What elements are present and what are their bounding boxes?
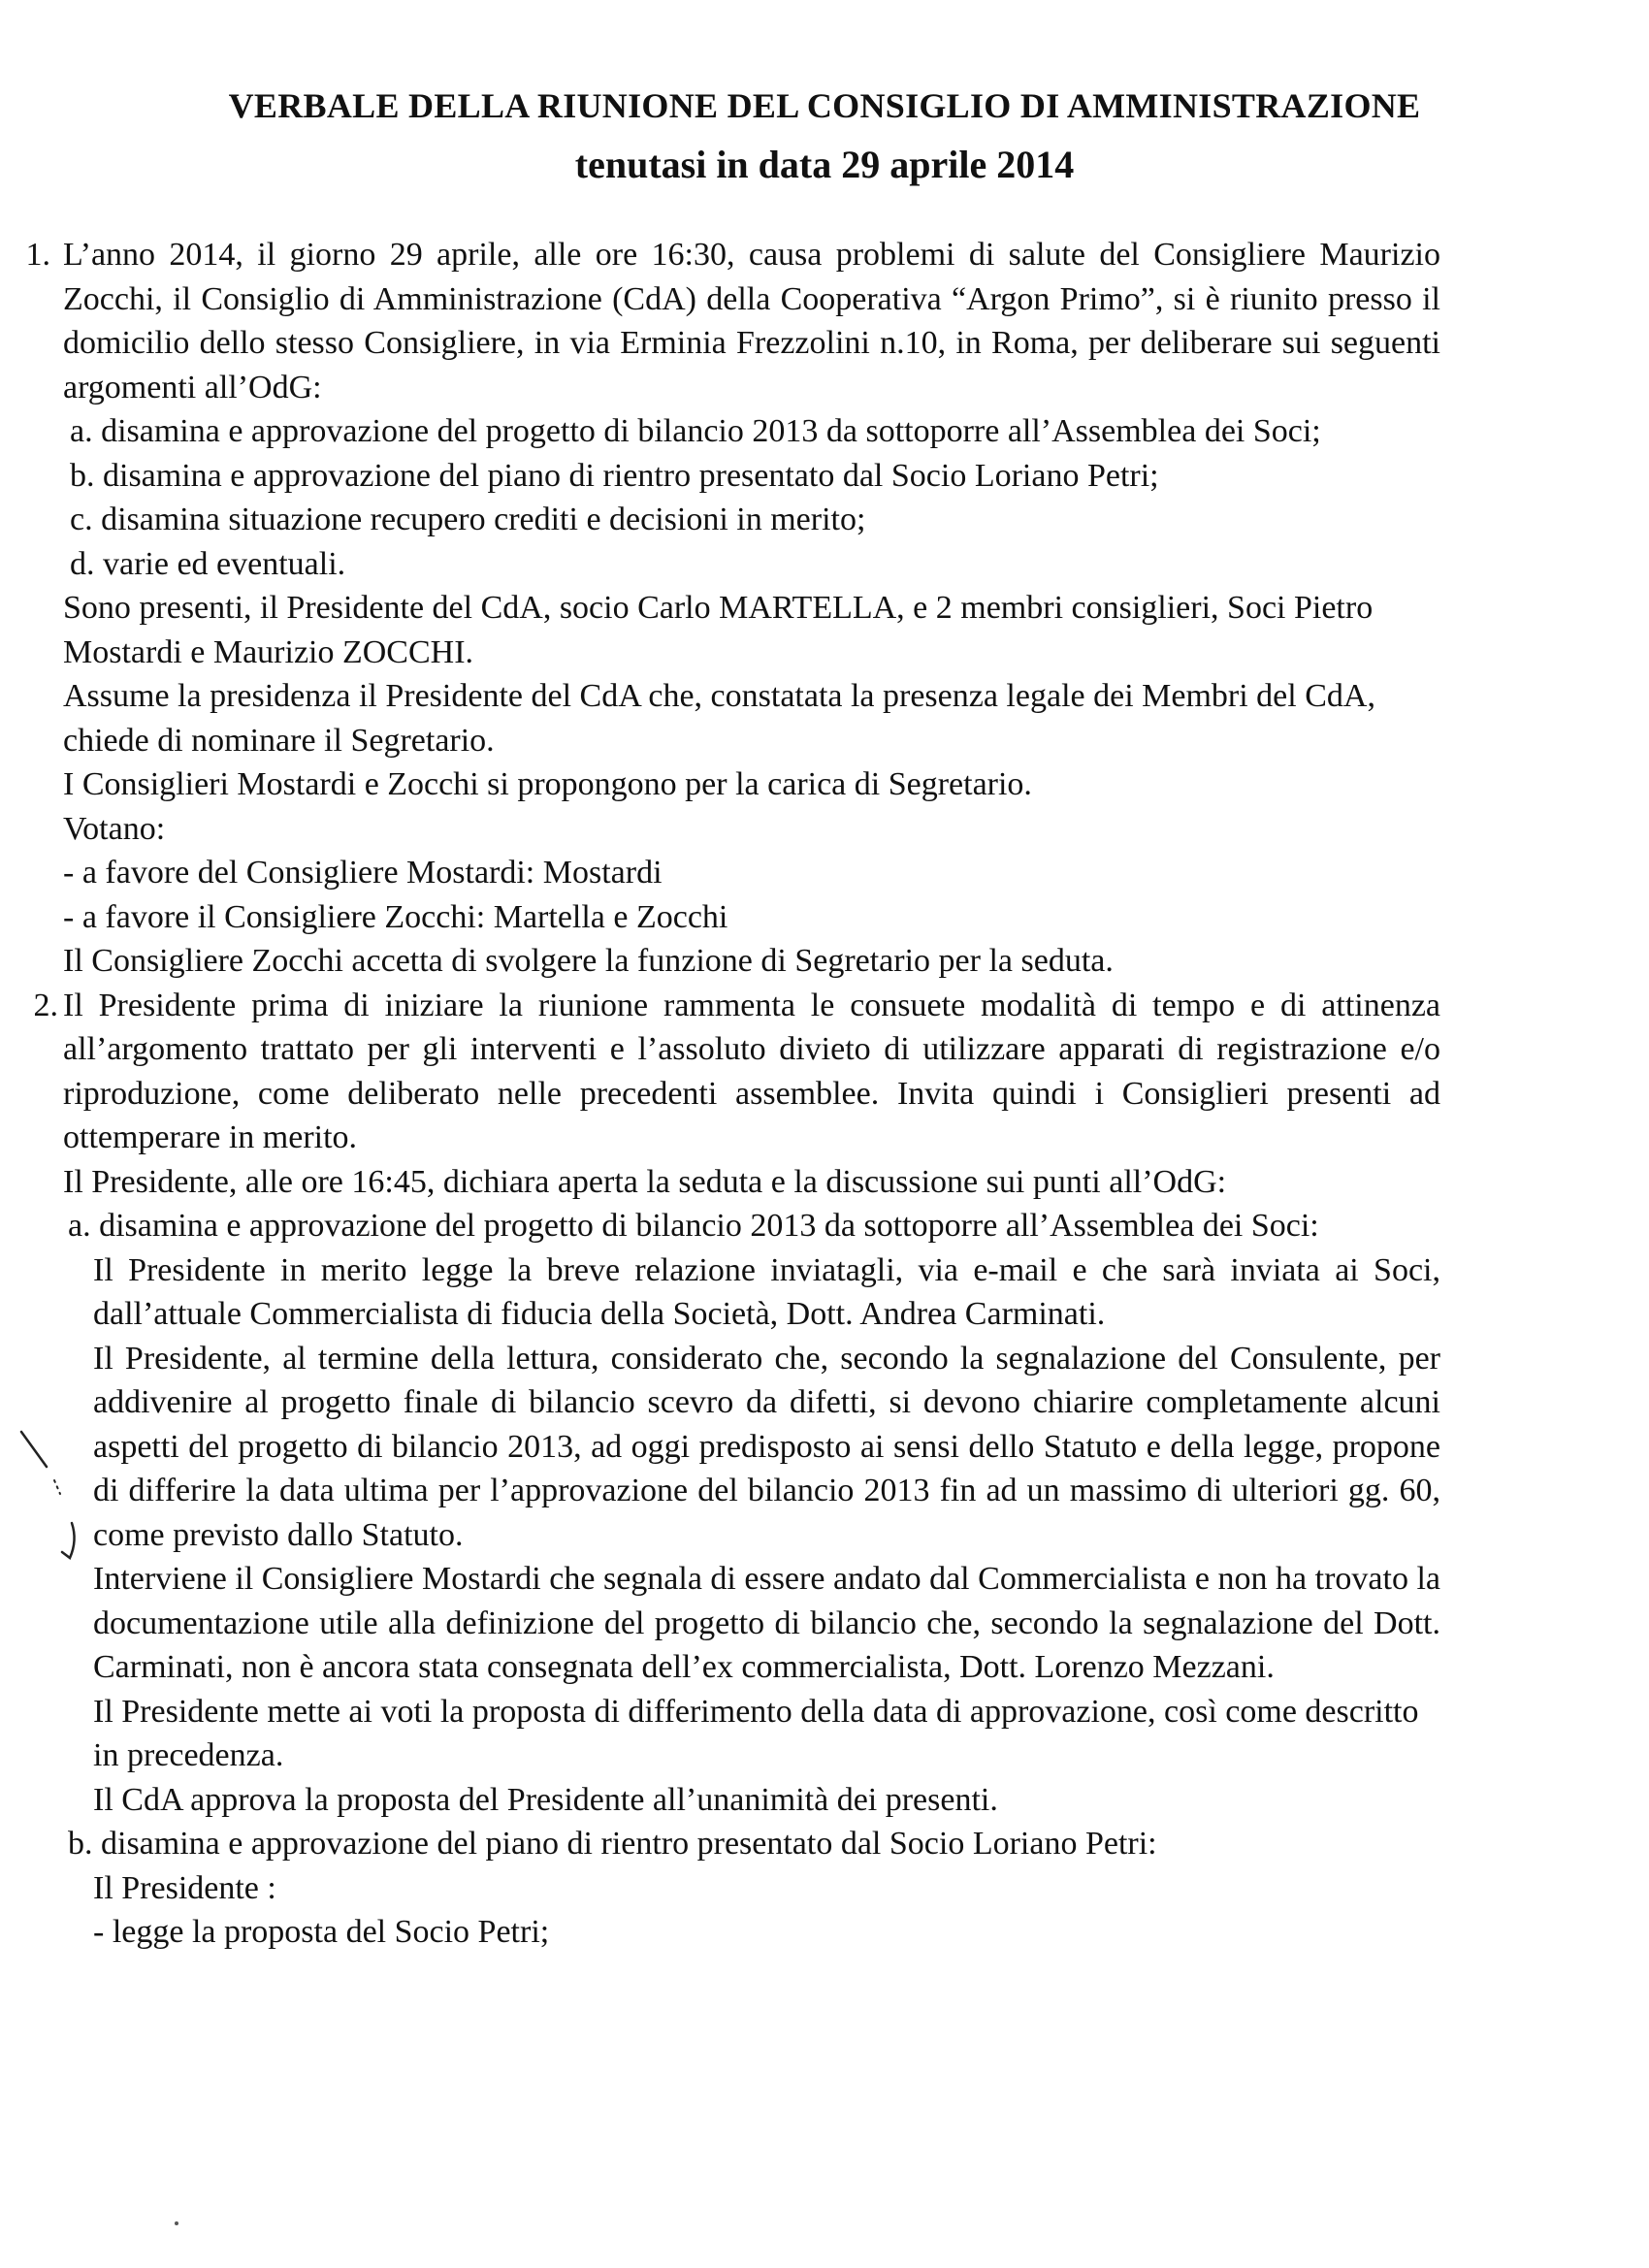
agenda-item-a: a. disamina e approvazione del progetto di bilancio 2013 da sottoporre all’Assemblea dei Soci;	[70, 413, 1321, 449]
section-number: 1.	[25, 237, 50, 273]
item-b-line: - legge la proposta del Socio Petri;	[93, 1914, 550, 1950]
candidates-paragraph: I Consiglieri Mostardi e Zocchi si propongono per la carica di Segretario.	[63, 766, 1032, 802]
vote-line: - a favore del Consigliere Mostardi: Mostardi	[63, 855, 663, 891]
discussion-item-a-title: a. disamina e approvazione del progetto di bilancio 2013 da sottoporre all’Assemblea dei Soci:	[68, 1208, 1319, 1244]
section-1-intro: L’anno 2014, il giorno 29 aprile, alle ore 16:30, causa problemi di salute del Consigliere Maurizio Zocchi, il Consiglio di Amministrazione (CdA) della Cooperativa “Argon Primo”, si è riunito presso il domicilio dello stesso Consigliere, in via Erminia Frezzolini n.10, in Roma, per deliberare sui seguenti argomenti all’OdG:	[63, 237, 1440, 405]
scan-speck	[175, 2221, 178, 2225]
item-a-paragraph: Il Presidente in merito legge la breve relazione inviatagli, via e-mail e che sarà inviata ai Soci, dall’attuale Commercialista di fiducia della Società, Dott. Andrea Carminati.	[93, 1251, 1440, 1332]
section-number: 2.	[33, 987, 58, 1023]
document-body	[0, 233, 1649, 1955]
item-a-paragraph: Interviene il Consigliere Mostardi che segnala di essere andato dal Commercialista e non ha trovato la documentazione utile alla definizione del progetto di bilancio che, secondo la segnalazione del Dott. Carminati, non è ancora stata consegnata dell’ex commercialista, Dott. Lorenzo Mezzani.	[93, 1561, 1440, 1685]
handwritten-margin-mark	[17, 1426, 85, 1571]
item-a-paragraph: Il Presidente mette ai voti la proposta di differimento della data di approvazione, così come descritto in precedenza.	[93, 1693, 1419, 1773]
agenda-item-c: c. disamina situazione recupero crediti e decisioni in merito;	[70, 502, 866, 537]
discussion-item-b-title: b. disamina e approvazione del piano di rientro presentato dal Socio Loriano Petri:	[68, 1826, 1157, 1862]
opening-paragraph: Il Presidente, alle ore 16:45, dichiara aperta la seduta e la discussione sui punti all’OdG:	[63, 1163, 1227, 1200]
vote-label: Votano:	[63, 810, 166, 847]
attendees-paragraph: Sono presenti, il Presidente del CdA, socio Carlo MARTELLA, e 2 membri consiglieri, Soci Pietro Mostardi e Maurizio ZOCCHI.	[63, 590, 1374, 670]
agenda-item-d: d. varie ed eventuali.	[70, 545, 346, 582]
item-a-paragraph: Il CdA approva la proposta del Presidente all’unanimità dei presenti.	[93, 1781, 998, 1818]
document-title: VERBALE DELLA RIUNIONE DEL CONSIGLIO DI AMMINISTRAZIONE	[228, 86, 1421, 125]
secretary-paragraph: Il Consigliere Zocchi accetta di svolgere la funzione di Segretario per la seduta.	[63, 943, 1114, 979]
vote-line: - a favore il Consigliere Zocchi: Martella e Zocchi	[63, 898, 728, 935]
agenda-item-b: b. disamina e approvazione del piano di rientro presentato dal Socio Loriano Petri;	[70, 457, 1159, 494]
section-1	[0, 233, 1649, 409]
section-2-intro: Il Presidente prima di iniziare la riunione rammenta le consuete modalità di tempo e di attinenza all’argomento trattato per gli interventi e l’assoluto divieto di utilizzare apparati di registrazione e/o riproduzione, come deliberato nelle precedenti assemblee. Invita quindi i Consiglieri presenti ad ottemperare in merito.	[63, 987, 1440, 1155]
section-2	[0, 984, 1649, 1160]
item-a-paragraph: Il Presidente, al termine della lettura, considerato che, secondo la segnalazione del Consulente, per addivenire al progetto finale di bilancio scevro da difetti, si devono chiarire completamente alcuni aspetti del progetto di bilancio 2013, ad oggi predisposto ai sensi dello Statuto e della legge, propone di differire la data ultima per l’approvazione del bilancio 2013 fin ad un massimo di ulteriori gg. 60, come previsto dallo Statuto.	[93, 1340, 1440, 1553]
document-subtitle: tenutasi in data 29 aprile 2014	[574, 143, 1075, 186]
item-b-line: Il Presidente :	[93, 1869, 276, 1906]
chair-paragraph: Assume la presidenza il Presidente del CdA che, constatata la presenza legale dei Membri del CdA, chiede di nominare il Segretario.	[63, 678, 1375, 759]
